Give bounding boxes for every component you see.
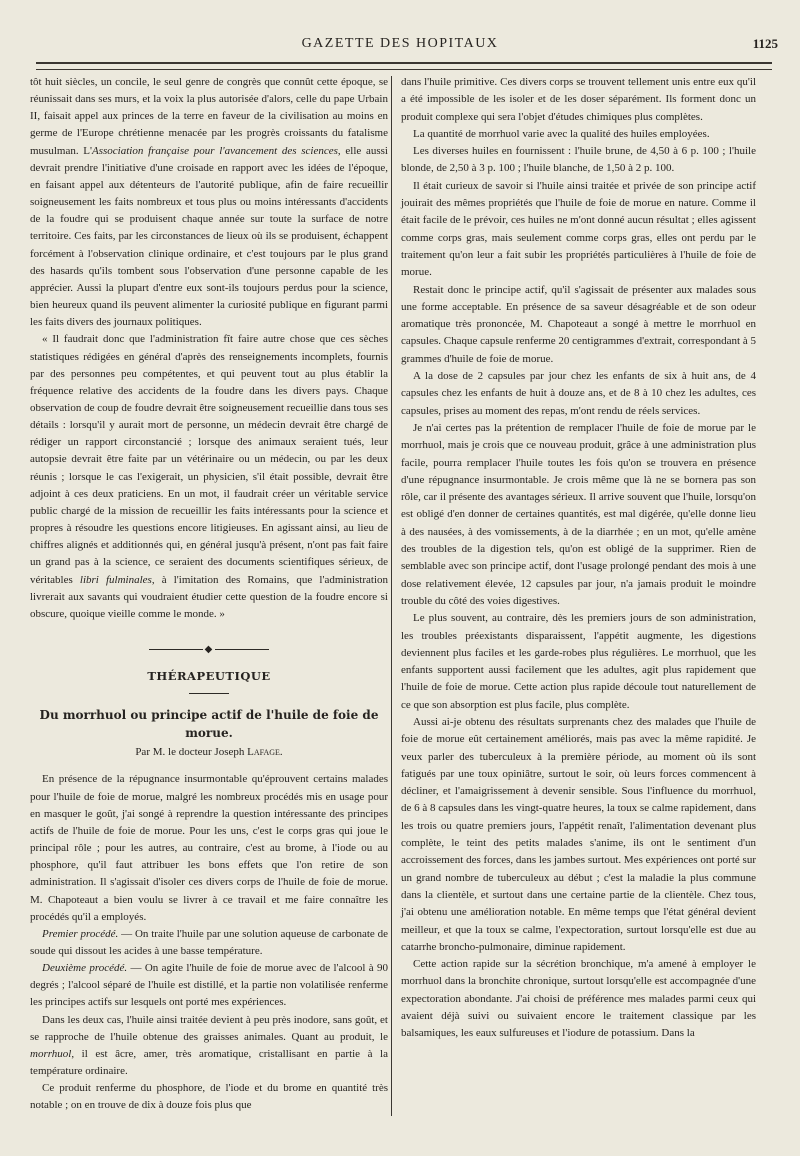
paragraph: Je n'ai certes pas la prétention de remplacer l'huile de foie de morue par le morrhuol, mais je crois que ce nouveau produit, grâce à une administration plus facile, pourra remplacer l'huile toutes les fois qu'on se trouvera en présence d'une répugnance insurmontable. Je crois même que là ne se bornera pas son rôle, car il présente des avantages sérieux. Il arrive souvent que l'huile, lorsqu'on est obligé d'en donner de certaines quantités, est mal digérée, qu'elle donne lieu à des nausées, à des vomissements, à de la diarrhée ; en un mot, qu'elle amène des troubles de la digestion tels, qu'on est obligé de la supprimer. Rien de semblable avec son principe actif, dont l'usage prolongé pendant des mois à une dose relativement élevée, 12 capsules par jour, n'a jamais produit le moindre trouble du côté des voies digestives.: [401, 421, 756, 607]
right-column: [401, 74, 756, 1043]
byline: Par M. le docteur Joseph Lafage.: [135, 746, 283, 759]
paragraph: « Il faudrait donc que l'administration fît faire autre chose que ces sèches statistiques rédigées en général d'après des renseignements incomplets, fournis par des personnes peu compétentes, et qui peuvent tout au plus établir la fréquence relative des accidents de la foudre dans les divers pays. Chaque observation de coup de foudre devrait être soigneusement recueillie dans tous ses détails : lorsqu'il y aurait mort de personne, un médecin devrait être chargé de rédiger un rapport circonstancié ; lorsque des animaux seraient tués, leur autopsie devrait être faite par un vétérinaire ou un médecin, ou par les deux réunis ; lorsque le cas l'exigerait, un physicien, s'il était possible, devrait être adjoint à ces deux praticiens. En un mot, il faudrait créer un véritable service public chargé de la mission de recueillir les faits intéressants pour la science et propres à résoudre les questions encore litigieuses. En agissant ainsi, au lieu de chiffres alignés et additionnés qui, en général jusqu'à présent, n'ont pas fait faire un grand pas à la science, ce seraient des documents scientifiques sérieux, de véritables libri fulminales, à l'imitation des Romains, que l'administration livrerait aux savants qui voudraient étudier cette question de la foudre encore si obscure, quoique vieille comme le monde. »: [30, 333, 389, 620]
paragraph: Cette action rapide sur la sécrétion bronchique, m'a amené à employer le morrhuol dans la bronchite chronique, surtout lorsqu'elle est accompagnée d'une expectoration abondante. J'ai choisi de préférence mes malades parmi ceux qui avaient déjà suivi ou suivaient encore le traitement classique par les balsamiques, les eaux sulfureuses et l'iodure de potassium. Dans la: [401, 958, 756, 1040]
header-rule: [36, 62, 772, 64]
paragraph: En présence de la répugnance insurmontable qu'éprouvent certains malades pour l'huile de foie de morue, malgré les nombreux procédés mis en usage pour en masquer le goût, j'ai songé à reprendre la question intéressante des principes actifs de l'huile de foie de morue. Pour les uns, c'est le corps gras qui joue le principal rôle ; pour les autres, au contraire, c'est au brome, à l'iode ou au phosphore, qu'il faut attribuer les bons effets que l'on retire de son administration. Il s'agissait d'isoler ces divers corps de l'huile de foie de morue. M. Chapoteaut a bien voulu se livrer à ce travail et me faire connaître les procédés qu'il a employés.: [30, 773, 388, 923]
paragraph: dans l'huile primitive. Ces divers corps se trouvent tellement unis entre eux qu'il a été impossible de les isoler et de les doser séparément. Ils forment donc un produit complexe qui sera l'objet d'études chimiques plus complètes.: [401, 76, 756, 123]
running-title: GAZETTE DES HOPITAUX: [301, 36, 499, 51]
page-header: [0, 36, 800, 60]
paragraph: Premier procédé. — On traite l'huile par une solution aqueuse de carbonate de soude qui dissout les acides à une basse température.: [30, 927, 388, 957]
paragraph: Ce produit renferme du phosphore, de l'iode et du brome en quantité très notable ; on en trouve de dix à douze fois plus que: [30, 1082, 388, 1112]
header-rule-thin: [36, 69, 772, 70]
paragraph: A la dose de 2 capsules par jour chez les enfants de six à huit ans, de 4 capsules chez les enfants de huit à douze ans, et de 8 à 10 chez les adultes, ces capsules, prises au moment des repas, m'ont rendu de réels services.: [401, 370, 756, 417]
section-separator: ◆: [30, 641, 388, 658]
paragraph: tôt huit siècles, un concile, le seul genre de congrès que connût cette époque, se réunissait dans ses murs, et la voix la plus autorisée d'alors, celle du pape Urbain II, faisait appel aux princes de la terre en faveur de la civilisation au moins en germe de l'Europe chrétienne menacée par les progrès croissants du fatalisme musulman. L'Association française pour l'avancement des sciences, elle aussi devrait prendre l'initiative d'une croisade en rapport avec les idées de l'époque, en faisant appel aux détenteurs de l'autorité publique, afin de faire recueillir soigneusement les faits nombreux et tous plus ou moins intéressants d'accidents de la foudre qui se produisent chaque année sur toute la surface de notre territoire. Ces faits, par les circonstances de lieux où ils se produisent, échappent forcément à l'observation clinique ordinaire, et c'est toujours par le plus grand des hasards qu'ils tombent sous l'observation d'une personne capable de les apprécier. Aussi la plupart d'entre eux sont-ils toujours perdus pour la science, bien heureux quand ils peuvent alimenter la curiosité publique en figurant parmi les faits divers des journaux politiques.: [30, 76, 388, 329]
section-title: THÉRAPEUTIQUE: [147, 669, 271, 684]
column-divider: [391, 76, 392, 1116]
paragraph: Le plus souvent, au contraire, dès les premiers jours de son administration, les troubles préexistants disparaissent, l'appétit augmente, les digestions deviennent plus faciles et les garde-robes plus régulières. Le morrhuol, que les enfants supportent aussi facilement que les adultes, agit plus rapidement que l'huile de foie de morue. Cette action plus rapide découle tout naturellement de ce que son absorption est plus facile, plus complète.: [401, 612, 756, 711]
paragraph: Les diverses huiles en fournissent : l'huile brune, de 4,50 à 6 p. 100 ; l'huile blonde, de 2,50 à 3 p. 100 ; l'huile blanche, de 1,50 à 2 p. 100.: [401, 145, 756, 175]
paragraph: Deuxième procédé. — On agite l'huile de foie de morue avec de l'alcool à 90 degrés ; l'alcool séparé de l'huile est distillé, et la partie non volatilisée renferme les principes actifs sur lesquels ont porté mes expériences.: [30, 962, 388, 1009]
title-rule: [189, 693, 229, 694]
paragraph: Il était curieux de savoir si l'huile ainsi traitée et privée de son principe actif jouirait des mêmes propriétés que l'huile de foie de morue en nature. Comme il était facile de le prévoir, ces huiles ne m'ont donné aucun résultat ; elles agissent comme corps gras, mais seulement comme corps gras, elles ont perdu par le traitement qu'on leur a fait subir les propriétés particulières à l'huile de foie de morue.: [401, 179, 756, 279]
paragraph: Aussi ai-je obtenu des résultats surprenants chez des malades que l'huile de foie de morue eût certainement améliorés, mais pas avec la même rapidité. Je veux parler des tuberculeux à la première période, au moment où ils sont fatigués par une toux opiniâtre, surtout le soir, où leurs forces commencent à décliner, et l'amaigrissement à devenir sensible. Sous l'influence du morrhuol, de 6 à 8 capsules dans les vingt-quatre heures, la toux se calme rapidement, dans les trois ou quatre premiers jours, l'appétit renaît, l'alimentation devenant plus complète, le teint des petits malades s'anime, ils ont le sentiment d'un accroissement des forces, dans les jambes surtout. Mes expériences ont porté sur un grand nombre de tuberculeux au début ; c'est la maladie la plus commune dans la clientèle, et surtout dans une certaine partie de la clientèle. Chez tous, j'ai obtenu une amélioration notable. En même temps que l'état général devient meilleur, et que la toux se calme, l'expectoration, surtout lorsqu'elle est due au catarrhe broncho-pulmonaire, diminue rapidement.: [401, 715, 756, 953]
paragraph: Restait donc le principe actif, qu'il s'agissait de présenter aux malades sous une forme acceptable. En présence de sa saveur désagréable et de son odeur aromatique très prononcée, M. Chapoteaut a songé à mettre le morrhuol en capsules. Chaque capsule renferme 20 centigrammes d'extrait, correspondant à 5 grammes d'huile de foie de morue.: [401, 283, 756, 365]
paragraph: Dans les deux cas, l'huile ainsi traitée devient à peu près inodore, sans goût, et se rapproche de l'huile obtenue des graisses animales. Quant au produit, le morrhuol, il est âcre, amer, très aromatique, cristallisant en partie à la température ordinaire.: [30, 1013, 388, 1078]
paragraph: La quantité de morrhuol varie avec la qualité des huiles employées.: [413, 127, 710, 140]
page-number: 1125: [752, 36, 778, 51]
left-column: [30, 74, 388, 1115]
article-title: Du morrhuol ou principe actif de l'huile de foie de morue.: [39, 708, 379, 741]
